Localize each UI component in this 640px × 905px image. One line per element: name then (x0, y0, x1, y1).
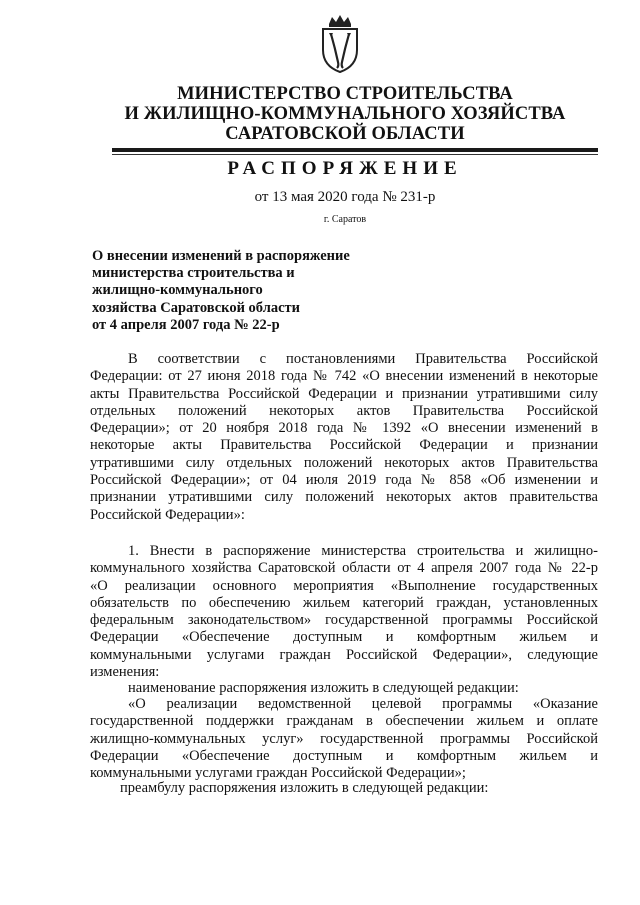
text-line: изменения: (90, 664, 160, 681)
subject-line: министерства строительства и (92, 265, 295, 282)
header-divider-thin (112, 154, 598, 155)
document-city: г. Саратов (323, 214, 367, 225)
text-line: наименование распоряжения изложить в следующей редакции: (128, 680, 519, 696)
text-line: «О реализации основного мероприятия «Выполнение государственных (90, 577, 598, 594)
header-divider-thick (112, 148, 598, 152)
ministry-name-line-1: МИНИСТЕРСТВО СТРОИТЕЛЬСТВА (177, 84, 513, 104)
text-line: коммунальными услугами граждан Российской Федерации», следующие (90, 646, 598, 663)
text-line: отдельных положений некоторых актов Правительства Российской (90, 402, 598, 419)
subject-line: хозяйства Саратовской области (92, 299, 300, 316)
name-change-instruction (90, 680, 598, 697)
new-name-quote (90, 696, 598, 782)
item-1-paragraph (90, 543, 598, 681)
document-subject (92, 248, 392, 334)
text-line: Российской Федерации»; от 04 июля 2019 года № 858 «Об изменении и (90, 472, 598, 489)
text-line: В соответствии с постановлениями Правительства Российской (128, 351, 598, 367)
text-line: Федерации «Обеспечение доступным и комфортным жильем и (90, 747, 598, 764)
subject-line: О внесении изменений в распоряжение (92, 248, 350, 264)
preamble-change-instruction (90, 780, 598, 797)
text-line: признании утратившими силу положений некоторых актов правительства (90, 489, 598, 506)
text-line: некоторые акты Правительства Российской Федерации и признании (90, 437, 598, 454)
preamble-paragraph (90, 351, 598, 524)
subject-line: жилищно-коммунального (92, 282, 263, 299)
saratov-oblast-coat-of-arms-icon (317, 14, 363, 74)
text-line: коммунальными услугами граждан Российской Федерации»; (90, 765, 466, 782)
text-line: 1. Внести в распоряжение министерства строительства и жилищно- (128, 543, 598, 559)
text-line: акты Правительства Российской Федерации и признании утратившими силу (90, 385, 598, 402)
text-line: обязательств по обеспечению жильем категорий граждан, установленных (90, 594, 598, 611)
text-line: утратившими силу отдельных положений некоторых актов Правительства (90, 454, 598, 471)
text-line: Российской Федерации»: (90, 506, 245, 523)
document-date-number: от 13 мая 2020 года № 231-р (254, 189, 436, 205)
ministry-name-line-3: САРАТОВСКОЙ ОБЛАСТИ (225, 124, 465, 144)
text-line: жилищно-коммунальных услуг» государственной программы Российской (90, 730, 598, 747)
document-title: РАСПОРЯЖЕНИЕ (227, 158, 463, 179)
text-line: федеральным законодательством» государственной программы Российской (90, 612, 598, 629)
subject-line: от 4 апреля 2007 года № 22-р (92, 316, 280, 333)
text-line: государственной поддержки гражданам в обеспечении жильем и оплате (90, 713, 598, 730)
ministry-name-line-2: И ЖИЛИЩНО-КОММУНАЛЬНОГО ХОЗЯЙСТВА (124, 104, 566, 124)
text-line: коммунального хозяйства Саратовской области от 4 апреля 2007 года № 22-р (90, 560, 598, 577)
text-line: «О реализации ведомственной целевой программы «Оказание (128, 696, 598, 712)
text-line: Федерации: от 27 июня 2018 года № 742 «О внесении изменений в некоторые (90, 368, 598, 385)
text-line: преамбулу распоряжения изложить в следующей редакции: (120, 780, 489, 796)
text-line: Федерации»; от 20 ноября 2018 года № 1392 «О внесении изменений в (90, 420, 598, 437)
text-line: Федерации «Обеспечение доступным и комфортным жильем и (90, 629, 598, 646)
